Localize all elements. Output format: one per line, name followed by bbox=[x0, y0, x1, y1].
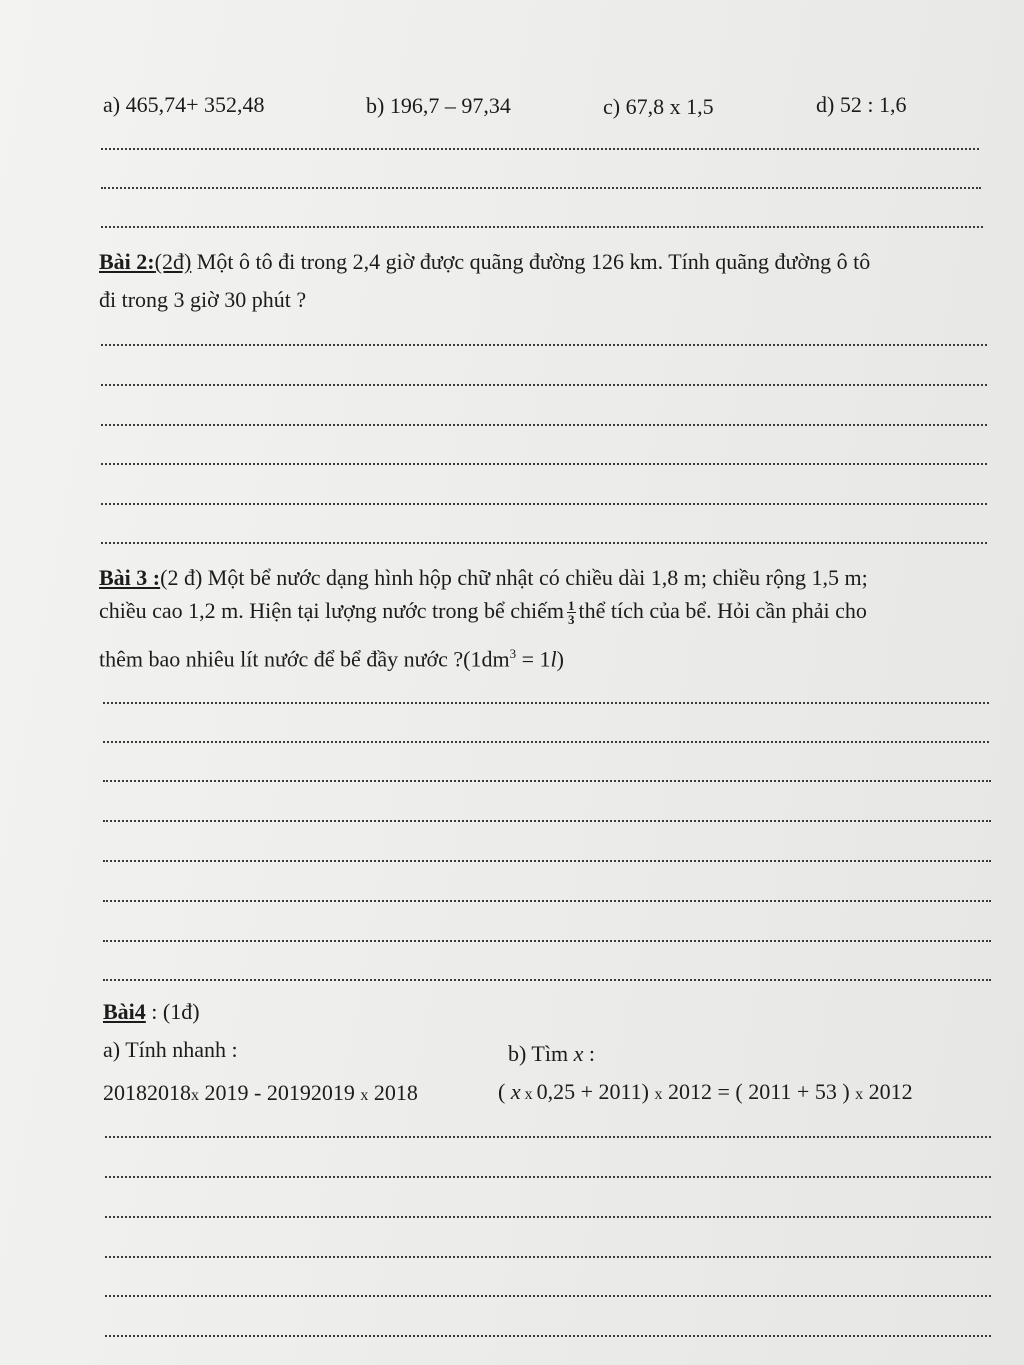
bai3-text3c: ) bbox=[556, 646, 564, 672]
bai1-d: d) 52 : 1,6 bbox=[816, 92, 907, 117]
times-sign: x bbox=[855, 1086, 864, 1103]
bai2-line2: đi trong 3 giờ 30 phút ? bbox=[99, 287, 307, 312]
answer-line bbox=[105, 1176, 991, 1178]
bai1-b: b) 196,7 – 97,34 bbox=[366, 93, 511, 118]
bai4-a-title: a) Tính nhanh : bbox=[103, 1037, 238, 1062]
times-sign: x bbox=[360, 1087, 369, 1104]
bai2-points: (2đ) bbox=[154, 249, 192, 274]
bai3-text3a: thêm bao nhiêu lít nước để bể đầy nước ?(1dm bbox=[99, 646, 510, 672]
bai2-label: Bài 2: bbox=[99, 249, 155, 274]
bai1-c: c) 67,8 x 1,5 bbox=[603, 94, 714, 119]
answer-line bbox=[103, 860, 991, 862]
bai3-line3 bbox=[99, 646, 564, 673]
bai4-label: Bài4 bbox=[103, 999, 146, 1024]
answer-line bbox=[103, 780, 991, 782]
colon: : bbox=[583, 1041, 595, 1066]
bai2-line1 bbox=[99, 249, 870, 275]
answer-line bbox=[105, 1256, 991, 1258]
bai4-points: : (1đ) bbox=[145, 999, 200, 1024]
expr-part: ( bbox=[498, 1079, 511, 1104]
answer-line bbox=[105, 1136, 991, 1138]
answer-line bbox=[105, 1216, 991, 1218]
frac-num: 1 bbox=[568, 598, 575, 614]
var-x: x bbox=[510, 1079, 521, 1104]
bai3-text3b: = 1 bbox=[516, 646, 551, 672]
answer-line bbox=[101, 503, 987, 505]
answer-line bbox=[103, 940, 991, 942]
bai3-text2b: thể tích của bể. Hỏi cần phải cho bbox=[578, 598, 867, 623]
liter-symbol: l bbox=[550, 646, 557, 672]
fraction-one-third bbox=[567, 599, 576, 626]
bai4-b-title bbox=[508, 1041, 595, 1067]
expr-part: 20182018 bbox=[103, 1080, 191, 1105]
bai4-b-expression bbox=[498, 1079, 913, 1105]
answer-line bbox=[101, 226, 983, 228]
var-x: x bbox=[573, 1041, 584, 1066]
times-sign: x bbox=[520, 1086, 537, 1103]
answer-line bbox=[103, 702, 989, 704]
bai3-line2 bbox=[99, 598, 867, 626]
times-sign: x bbox=[191, 1087, 199, 1104]
bai3-line1 bbox=[99, 565, 868, 591]
bai4-a-expression bbox=[103, 1080, 418, 1106]
frac-den: 3 bbox=[568, 612, 575, 628]
answer-line bbox=[101, 187, 981, 189]
expr-part: 0,25 + 2011) bbox=[536, 1079, 655, 1104]
bai3-text2a: chiều cao 1,2 m. Hiện tại lượng nước trong bể chiếm bbox=[99, 598, 564, 623]
answer-line bbox=[101, 424, 987, 426]
answer-line bbox=[105, 1335, 991, 1337]
bai3-text1: (2 đ) Một bể nước dạng hình hộp chữ nhật có chiều dài 1,8 m; chiều rộng 1,5 m; bbox=[160, 565, 868, 590]
answer-line bbox=[101, 463, 987, 465]
answer-line bbox=[103, 900, 991, 902]
answer-line bbox=[105, 1295, 991, 1297]
answer-line bbox=[103, 741, 989, 743]
expr-part: 2012 bbox=[863, 1079, 913, 1104]
bai4-heading bbox=[103, 999, 200, 1025]
answer-line bbox=[101, 542, 987, 544]
expr-part: 2019 - 20192019 bbox=[199, 1080, 361, 1105]
answer-line bbox=[101, 148, 979, 150]
bai4-b-text: b) Tìm bbox=[508, 1041, 574, 1066]
answer-line bbox=[103, 979, 991, 981]
superscript-3: 3 bbox=[509, 646, 517, 661]
expr-part: 2018 bbox=[368, 1080, 418, 1105]
bai1-a: a) 465,74+ 352,48 bbox=[103, 92, 265, 117]
answer-line bbox=[101, 344, 987, 346]
expr-part: 2012 = ( 2011 + 53 ) bbox=[662, 1079, 856, 1104]
bai2-text1: Một ô tô đi trong 2,4 giờ được quãng đường 126 km. Tính quãng đường ô tô bbox=[191, 249, 871, 274]
answer-line bbox=[103, 820, 991, 822]
answer-line bbox=[101, 384, 987, 386]
times-sign: x bbox=[654, 1086, 663, 1103]
bai3-label: Bài 3 : bbox=[99, 565, 161, 590]
